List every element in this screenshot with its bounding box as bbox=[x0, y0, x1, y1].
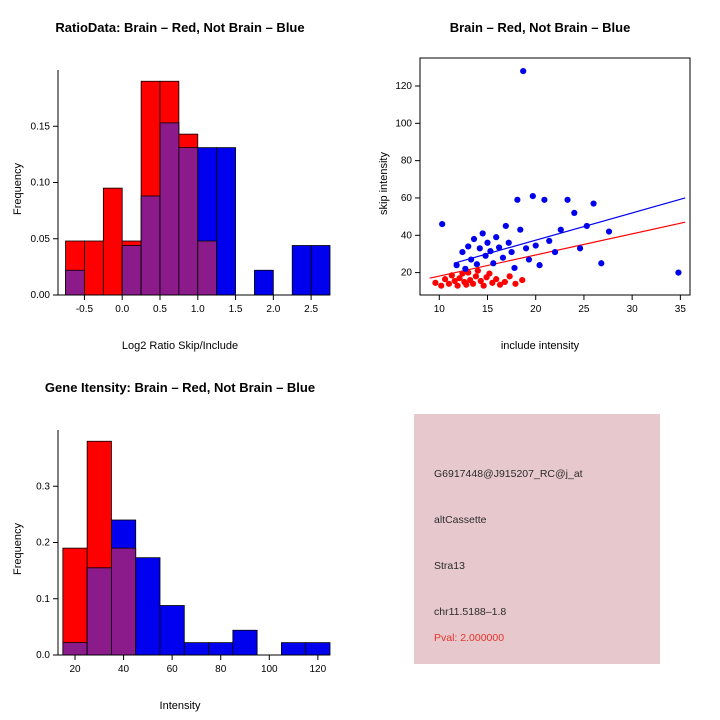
scatter-point bbox=[526, 256, 532, 262]
panel-hist-ratio-title: RatioData: Brain – Red, Not Brain – Blue bbox=[55, 20, 305, 35]
gene-info-box bbox=[414, 414, 660, 664]
hist-bar-overlap bbox=[141, 196, 160, 295]
hist-bar-overlap bbox=[66, 270, 85, 295]
scatter-point bbox=[507, 273, 513, 279]
hist-bar-overlap bbox=[122, 246, 141, 296]
scatter-point bbox=[506, 240, 512, 246]
y-tick-label: 0.0 bbox=[36, 650, 50, 661]
scatter-point bbox=[454, 262, 460, 268]
scatter-point bbox=[480, 230, 486, 236]
y-tick-label: 0.3 bbox=[36, 481, 50, 493]
panel-hist-gene-xlabel: Intensity bbox=[159, 700, 201, 712]
scatter-point bbox=[493, 276, 499, 282]
hist-bar bbox=[306, 643, 330, 655]
x-tick-label: 35 bbox=[674, 304, 686, 315]
scatter-point bbox=[465, 243, 471, 249]
hist-bar bbox=[160, 606, 184, 656]
scatter-point bbox=[520, 68, 526, 74]
x-tick-label: 120 bbox=[309, 664, 327, 675]
hist-bar bbox=[217, 148, 236, 295]
scatter-point bbox=[477, 245, 483, 251]
panel-hist-ratio bbox=[0, 0, 360, 360]
scatter-point bbox=[471, 236, 477, 242]
y-tick-label: 60 bbox=[400, 192, 412, 204]
x-tick-label: 15 bbox=[481, 304, 494, 315]
hist-bar-overlap bbox=[63, 643, 87, 655]
hist-bar bbox=[63, 548, 87, 655]
scatter-point bbox=[493, 234, 499, 240]
x-tick-label: 2.5 bbox=[304, 304, 319, 315]
plot-frame bbox=[420, 58, 690, 295]
x-tick-label: 30 bbox=[626, 304, 638, 315]
panel-hist-ratio-xlabel: Log2 Ratio Skip/Include bbox=[121, 340, 239, 352]
hist-bar bbox=[136, 558, 160, 655]
x-tick-label: 80 bbox=[215, 664, 227, 675]
hist-bar bbox=[281, 643, 305, 655]
scatter-point bbox=[606, 228, 612, 234]
scatter-point bbox=[571, 210, 577, 216]
x-tick-label: 1.5 bbox=[228, 304, 243, 315]
hist-bar-overlap bbox=[179, 148, 198, 295]
scatter-point bbox=[490, 260, 496, 266]
x-tick-label: 1.0 bbox=[190, 304, 205, 315]
scatter-point bbox=[486, 270, 492, 276]
hist-bar-overlap bbox=[198, 241, 217, 295]
scatter-point bbox=[502, 279, 508, 285]
scatter-point bbox=[530, 193, 536, 199]
scatter-point bbox=[503, 223, 509, 229]
scatter-point bbox=[459, 249, 465, 255]
y-tick-label: 20 bbox=[400, 267, 412, 279]
scatter-point bbox=[432, 280, 438, 286]
scatter-point bbox=[468, 256, 474, 262]
scatter-point bbox=[481, 283, 487, 289]
scatter-point bbox=[552, 249, 558, 255]
x-tick-label: 0.0 bbox=[115, 304, 130, 315]
scatter-point bbox=[564, 197, 570, 203]
scatter-point bbox=[455, 283, 461, 289]
scatter-point bbox=[514, 197, 520, 203]
hist-bar bbox=[209, 643, 233, 655]
panel-hist-gene-title: Gene Itensity: Brain – Red, Not Brain – Blue bbox=[44, 380, 316, 395]
hist-bar bbox=[84, 241, 103, 295]
y-tick-label: 100 bbox=[395, 118, 412, 130]
panel-hist-ratio-ylabel: Frequency bbox=[12, 163, 24, 215]
scatter-point bbox=[475, 268, 481, 274]
hist-ratio-plot bbox=[0, 30, 360, 360]
hist-bar bbox=[103, 188, 122, 295]
scatter-point bbox=[512, 281, 518, 287]
x-tick-label: 20 bbox=[530, 304, 542, 315]
hist-bar bbox=[184, 643, 208, 655]
scatter-point bbox=[462, 266, 468, 272]
x-tick-label: 2.0 bbox=[266, 304, 281, 315]
x-tick-label: 100 bbox=[260, 664, 278, 675]
x-tick-label: 60 bbox=[166, 664, 178, 675]
hist-bar bbox=[311, 246, 330, 296]
scatter-point bbox=[446, 281, 452, 287]
scatter-point bbox=[584, 223, 590, 229]
hist-bar bbox=[254, 270, 273, 295]
x-tick-label: 0.5 bbox=[153, 304, 167, 315]
x-tick-label: 20 bbox=[69, 664, 81, 675]
scatter-point bbox=[484, 240, 490, 246]
scatter-point bbox=[473, 273, 479, 279]
hist-bar bbox=[233, 630, 257, 655]
x-tick-label: 25 bbox=[578, 304, 590, 315]
panel-hist-gene bbox=[0, 360, 360, 720]
scatter-point bbox=[541, 197, 547, 203]
x-tick-label: -0.5 bbox=[75, 304, 94, 315]
scatter-plot bbox=[360, 30, 720, 360]
hist-bar-overlap bbox=[160, 123, 179, 295]
info-pval: Pval: 2.000000 bbox=[434, 632, 505, 644]
info-locus: chr11.5188–1.8 bbox=[434, 606, 507, 618]
scatter-point bbox=[598, 260, 604, 266]
y-tick-label: 40 bbox=[400, 230, 412, 242]
x-tick-label: 40 bbox=[118, 664, 130, 675]
hist-bar bbox=[292, 246, 311, 296]
scatter-point bbox=[590, 200, 596, 206]
scatter-point bbox=[439, 221, 445, 227]
scatter-point bbox=[577, 245, 583, 251]
scatter-point bbox=[487, 248, 493, 254]
scatter-point bbox=[449, 272, 455, 278]
scatter-point bbox=[511, 265, 517, 271]
hist-bar-overlap bbox=[87, 568, 111, 655]
y-tick-label: 0.05 bbox=[30, 233, 50, 245]
scatter-point bbox=[675, 270, 681, 276]
scatter-point bbox=[546, 238, 552, 244]
y-tick-label: 0.10 bbox=[30, 177, 50, 189]
scatter-point bbox=[438, 283, 444, 289]
scatter-point bbox=[500, 255, 506, 261]
x-tick-label: 10 bbox=[433, 304, 445, 315]
scatter-point bbox=[519, 277, 525, 283]
scatter-point bbox=[533, 242, 539, 248]
hist-bar-overlap bbox=[111, 548, 135, 655]
info-gene-symbol: Stra13 bbox=[434, 560, 465, 572]
panel-scatter bbox=[360, 0, 720, 360]
scatter-point bbox=[496, 244, 502, 250]
y-tick-label: 0.2 bbox=[36, 537, 50, 549]
panel-scatter-ylabel: skip intensity bbox=[378, 152, 390, 215]
y-tick-label: 0.1 bbox=[36, 593, 50, 605]
panel-scatter-xlabel: include intensity bbox=[500, 340, 580, 352]
panel-scatter-title: Brain – Red, Not Brain – Blue bbox=[449, 20, 631, 35]
scatter-point bbox=[517, 227, 523, 233]
y-tick-label: 80 bbox=[400, 155, 412, 167]
y-tick-label: 0.15 bbox=[30, 121, 50, 133]
scatter-point bbox=[474, 261, 480, 267]
scatter-point bbox=[470, 281, 476, 287]
scatter-point bbox=[523, 245, 529, 251]
y-tick-label: 120 bbox=[395, 80, 412, 92]
y-tick-label: 0.00 bbox=[30, 290, 50, 301]
scatter-point bbox=[482, 253, 488, 259]
info-event-type: altCassette bbox=[434, 514, 487, 526]
scatter-point bbox=[509, 249, 515, 255]
scatter-point bbox=[536, 262, 542, 268]
info-probe-id: G6917448@J915207_RC@j_at bbox=[434, 468, 583, 480]
panel-hist-gene-ylabel: Frequency bbox=[12, 523, 24, 575]
scatter-point bbox=[558, 227, 564, 233]
hist-gene-plot bbox=[0, 390, 360, 720]
